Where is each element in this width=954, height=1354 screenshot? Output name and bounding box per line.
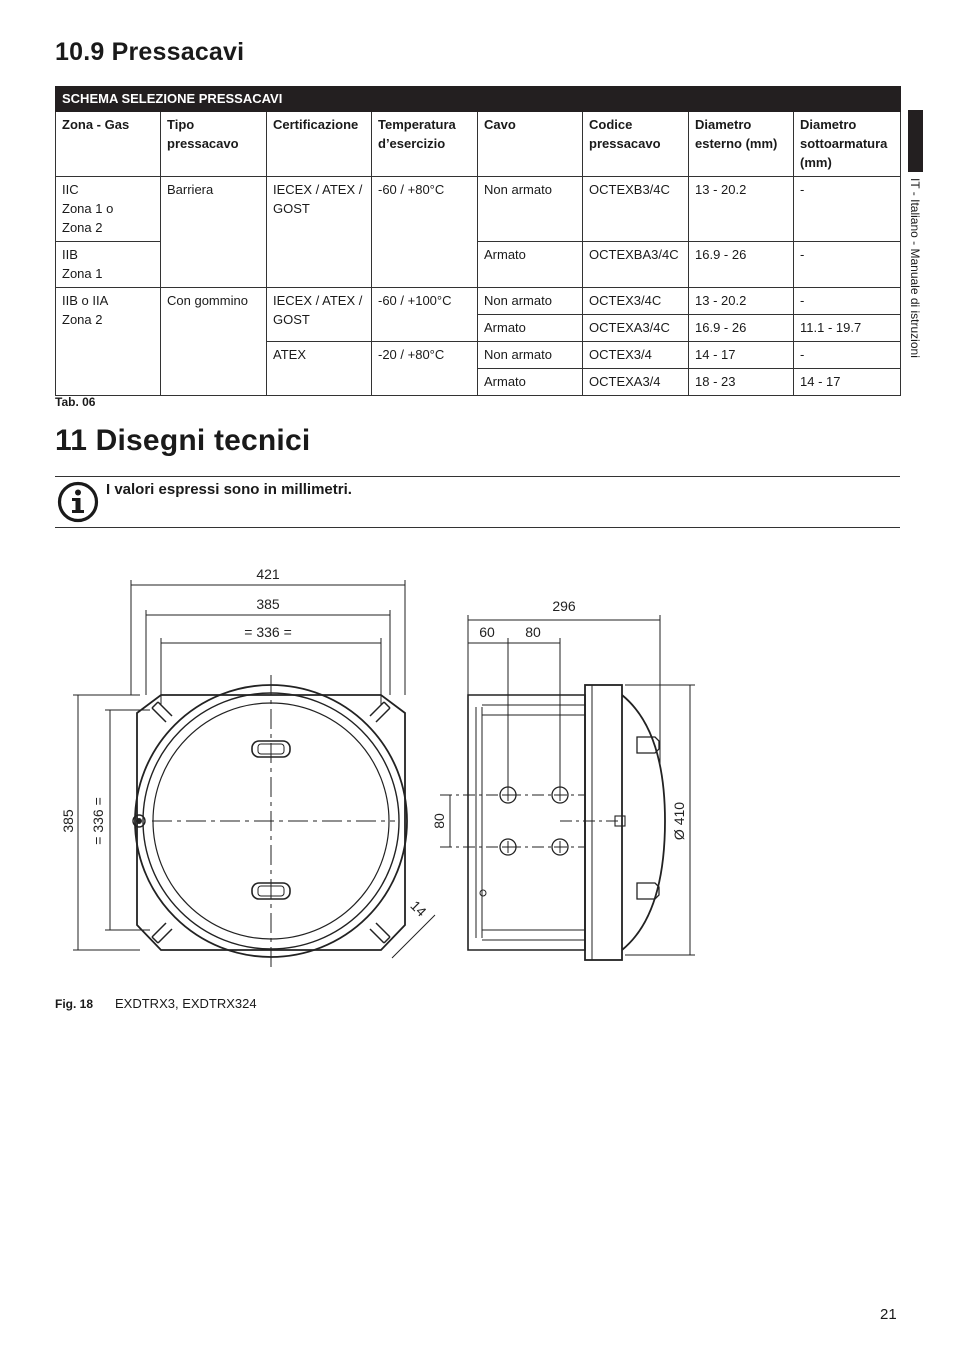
temp-cell: -60 / +80°C — [372, 177, 478, 288]
under-armour-cell: 14 - 17 — [794, 369, 901, 396]
technical-drawing — [40, 555, 720, 975]
dim-hole-spacing: 80 — [431, 813, 447, 829]
dim-height-outer: 385 — [60, 809, 76, 833]
code-cell: OCTEXA3/4C — [583, 315, 689, 342]
dim-corner: 14 — [407, 897, 430, 920]
cert-cell: IECEX / ATEX / GOST — [267, 288, 372, 342]
page-number: 21 — [880, 1306, 897, 1323]
column-header: Certificazione — [267, 112, 372, 177]
table-row — [56, 288, 901, 315]
column-header: Tipo pressacavo — [161, 112, 267, 177]
code-cell: OCTEXA3/4 — [583, 369, 689, 396]
dim-offset-80: 80 — [525, 624, 541, 640]
section-title: 10.9 Pressacavi — [55, 38, 245, 66]
table-heading: SCHEMA SELEZIONE PRESSACAVI — [56, 87, 901, 112]
outer-diameter-cell: 18 - 23 — [689, 369, 794, 396]
dim-height-inner: = 336 = — [90, 797, 106, 845]
outer-diameter-cell: 13 - 20.2 — [689, 177, 794, 242]
column-header: Diametro sottoarmatura (mm) — [794, 112, 901, 177]
column-header: Codice pressacavo — [583, 112, 689, 177]
code-cell: OCTEXB3/4C — [583, 177, 689, 242]
column-header: Cavo — [478, 112, 583, 177]
zone-cell: IIC Zona 1 o Zona 2 — [56, 177, 161, 242]
dim-width-outer: 421 — [256, 566, 280, 582]
dim-depth: 296 — [552, 598, 576, 614]
under-armour-cell: - — [794, 288, 901, 315]
dim-offset-60: 60 — [479, 624, 495, 640]
outer-diameter-cell: 14 - 17 — [689, 342, 794, 369]
zone-cell: IIB o IIA Zona 2 — [56, 288, 161, 396]
temp-cell: -20 / +80°C — [372, 342, 478, 396]
cavo-cell: Non armato — [478, 288, 583, 315]
outer-diameter-cell: 16.9 - 26 — [689, 315, 794, 342]
column-header: Diametro esterno (mm) — [689, 112, 794, 177]
code-cell: OCTEX3/4C — [583, 288, 689, 315]
note-text: I valori espressi sono in millimetri. — [106, 481, 352, 498]
table-row — [56, 177, 901, 242]
note-divider-bottom — [55, 527, 900, 528]
dim-diameter: Ø 410 — [671, 801, 687, 841]
type-cell: Con gommino — [161, 288, 267, 396]
figure-caption-text: EXDTRX3, EXDTRX324 — [115, 996, 257, 1011]
under-armour-cell: - — [794, 242, 901, 288]
dim-width-mid: 385 — [256, 596, 280, 612]
table-caption: Tab. 06 — [55, 395, 96, 409]
info-icon — [57, 481, 99, 523]
side-language-label: IT - Italiano - Manuale di istruzioni — [908, 178, 922, 358]
dim-width-inner: = 336 = — [244, 624, 292, 640]
column-header: Zona - Gas — [56, 112, 161, 177]
cert-cell: IECEX / ATEX / GOST — [267, 177, 372, 288]
code-cell: OCTEX3/4 — [583, 342, 689, 369]
temp-cell: -60 / +100°C — [372, 288, 478, 342]
type-cell: Barriera — [161, 177, 267, 288]
side-tab-marker — [908, 110, 923, 172]
outer-diameter-cell: 13 - 20.2 — [689, 288, 794, 315]
chapter-title: 11 Disegni tecnici — [55, 424, 311, 457]
code-cell: OCTEXBA3/4C — [583, 242, 689, 288]
figure-label: Fig. 18 — [55, 997, 94, 1011]
zone-cell: IIB Zona 1 — [56, 242, 161, 288]
cert-cell: ATEX — [267, 342, 372, 396]
outer-diameter-cell: 16.9 - 26 — [689, 242, 794, 288]
cavo-cell: Armato — [478, 369, 583, 396]
under-armour-cell: - — [794, 342, 901, 369]
cable-gland-table — [55, 86, 901, 396]
column-header: Temperatura d’esercizio — [372, 112, 478, 177]
cavo-cell: Non armato — [478, 342, 583, 369]
cavo-cell: Armato — [478, 315, 583, 342]
cavo-cell: Non armato — [478, 177, 583, 242]
cavo-cell: Armato — [478, 242, 583, 288]
figure-caption — [55, 996, 257, 1011]
under-armour-cell: - — [794, 177, 901, 242]
under-armour-cell: 11.1 - 19.7 — [794, 315, 901, 342]
note-divider-top — [55, 476, 900, 477]
